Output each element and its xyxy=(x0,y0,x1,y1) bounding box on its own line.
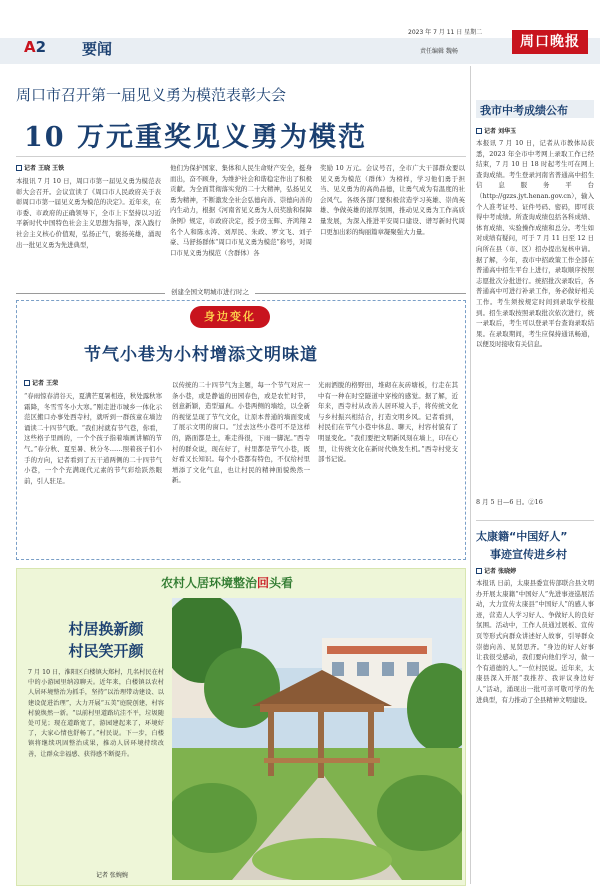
byline-mark-icon xyxy=(476,568,482,574)
editors-line: 责任编辑 魏畅 xyxy=(420,48,458,55)
feature-byline: 记者 王荣 xyxy=(24,378,58,387)
feature-column-3: 光雨洒脱的格野田，堆砌在灰砖塘板，行走在其中有一种在时空隧道中穿梭的感觉。据了解，近年来，西寺村从改善人居环境入手，将传统文化与乡村振兴相结合，打造文明乡风。记者看到，村民们在节气小巷中休息、聊天，村容村貌有了明显变化。“我们要把文明新风刻在墙上，印在心里，让传统文化在新时代焕发生机。”西寺村党支部书记说。 xyxy=(318,381,458,464)
lead-column-1: 本报讯 7 月 10 日，周口市第一届见义勇为模范表彰大会召开。会议宣读了《周口市人民政府关于表彰周口市第一届见义勇为模范的决定》。近年来，在市委、市政府的正确领导下，全市上下坚持以习近平新时代中国特色社会主义思想为指导，深入践行社会主义核心价值观，弘扬正气，褒扬英雄，涌现出一批见义勇为先进典型， xyxy=(16,177,161,249)
good-people-body: 本报讯 日前，太康县委宣传部联合县文明办开展太康籍“中国好人”先进事迹巡展活动，大力宣传太康县“中国好人”的感人事迹，营造人人学习好人、争做好人的良好氛围。活动中，工作人员通过展板、宣传页等形式向群众讲述好人故事，引导群众崇德向善、见贤思齐。“身边的好人好事让我很受感动，我们要向他们学习，做一个有道德的人。”一位村民说。近年来，太康县深入开展“我推荐、我评议身边好人”活动，涌现出一批可亲可敬可学的先进典型，有力推动了全县精神文明建设。 xyxy=(476,579,594,704)
page-number: A2 xyxy=(24,38,47,56)
lead-byline: 记者 王晓 王铁 xyxy=(16,163,64,172)
exam-dates: 8 月 5 日—6 日。②16 xyxy=(476,498,543,506)
rural-feature-header: 农村人居环境整治回头看 xyxy=(160,576,294,590)
lead-kicker: 周口市召开第一届见义勇为模范表彰大会 xyxy=(16,86,287,104)
feature-caption: 创建全国文明城市进行时之 xyxy=(165,287,255,296)
byline-mark-icon xyxy=(16,165,22,171)
rural-headline: 村居换新颜 村民笑开颜 xyxy=(68,620,144,660)
rural-column-1: 7 月 10 日，淮阳区白楼镇大郑村，几名村民在村中的小游园里纳凉聊天。近年来，白楼镇以农村人居环境整治为抓手，坚持“以治理带动建设、以建设促进治理”，大力开展“五美”庭院创建，村容村貌焕然一新。“以前村里道路坑洼不平，垃圾随处可见；现在道路宽了，游园建起来了，环境好了，大家心情也舒畅了。”村民说。下一步，白楼镇将继续巩固整治成果，推动人居环境持续改善，让群众幸福感、获得感不断提升。 xyxy=(28,669,164,758)
exam-title: 我市中考成绩公布 xyxy=(480,104,568,117)
lead-column-2: 他们为保护国家、集体和人民生命财产安全，挺身而出，奋不顾身，为维护社会和谐稳定作出了积极贡献。为全面贯彻落实党的二十大精神，弘扬见义勇为精神，不断激发全社会弘德向善、崇德向善的内生动力，根据《河南省见义勇为人员奖励和保障条例》规定，市政府决定，授予房玉辉、齐鸿翔 2 名个人和陈永涛、刘厚民、朱政、罗文飞、刘子豪、马舒扬群体“周口市见义勇为模范”称号，对周口市见义勇为模范（含群体）各 xyxy=(170,164,312,257)
lead-headline: 10 万元重奖见义勇为模范 xyxy=(24,122,367,153)
feature-headline: 节气小巷为小村增添文明味道 xyxy=(84,345,318,365)
exam-body: 本报讯 7 月 10 日，记者从市教体局获悉，2023 年全市中考网上录取工作已经结束，7 月 10 日 18 时起考生可在网上查询成绩。考生登录河南省普通高中招生信息服务平台（http://gzzs.jyt.henan.gov.cn），输入个人准考证号、证件号码、密码，即可获得中考成绩。所查询成绩包括各科成绩、体育成绩、实验操作成绩和总分。考生如对成绩有疑问，可于 7 月 11 日至 12 日向所在县（市、区）招办提出复核申请。据了解，今年，我市中招政策工作全部在普通高中招生平台上进行，录取顺序按照志愿批次分批进行。统招批次录取后，各普通高中可进行补录工作，务必做好相关工作。考生须按规定时间到录取学校报到。招生录取按照录取批次依次进行，统一录取后，考生可以登录平台查询录取结果。在录取期间，考生应保持通讯畅通，以便及时接收有关信息。 xyxy=(476,139,594,349)
newspaper-logo: 周口晚报 xyxy=(512,30,588,54)
good-people-title-1: 太康籍“中国好人” xyxy=(476,530,568,543)
feature-badge: 身边变化 xyxy=(190,306,270,328)
date-line: 2023 年 7 月 11 日 星期二 xyxy=(408,29,483,36)
column-divider xyxy=(470,66,471,884)
feature-column-1: “春雨惊春清谷天，夏满芒夏暑相连，秋处露秋寒霜降，冬雪雪冬小大寒。”刚走进市城乡一体化示范区搬口办事处西寺村，就听到一群孩童在墙边诵读二十四节气歌。“我们村就有节气巷，你看，这些格子里画的，一个个孩子指着墙画讲解的节气。”春分秋、夏至暑、秋分冬……照着孩子们小手的方向，记者看到了五干道两侧的二十四节气小巷，一个个充满现代元素的节气彩绘跃然眼前，引人驻足。 xyxy=(24,392,162,485)
exam-byline: 记者 刘华玉 xyxy=(476,126,516,135)
byline-mark-icon xyxy=(476,128,482,134)
byline-mark-icon xyxy=(24,380,30,386)
good-people-byline: 记者 张晓婷 xyxy=(476,566,516,575)
section-name: 要闻 xyxy=(82,40,113,58)
lead-column-3: 奖励 10 万元。会议号召，全市广大干部群众要以见义勇为模范（群体）为榜样，学习他们勇于担当、见义勇为的高尚品德，让勇气成为有温度的社会风气。各级各部门要积极营造学习英雄、崇尚英雄、争做英雄的浓厚氛围，推动见义勇为工作高质量发展，为深入推进平安周口建设、谱写新时代周口更加出彩的绚丽篇章凝聚强大力量。 xyxy=(320,164,465,236)
feature-column-2: 以传统的二十四节气为主题，每一个节气对应一条小巷，或是静谧的田园春色，或是农忙时节，创意新颖，造型逼真。小巷两侧的墙绘，以全新的视觉呈现了节气文化，让原本普通的墙面变成了展示文明的窗口。“过去这些小巷可不是这样的，路面都是土，难走得很，下雨一脚泥。”西寺村的群众说，现在好了，村里都是节气小巷，既好看又长知识。每个小巷都有特色，不仅给村里增添了文化气息，也让村民的精神面貌焕然一新。 xyxy=(172,381,310,485)
good-people-title-2: 事迹宣传进乡村 xyxy=(490,548,567,561)
lead-rule xyxy=(16,156,466,157)
pavilion-park-photo xyxy=(172,598,462,880)
rural-byline: 记者 张婉婉 xyxy=(96,872,128,879)
sidebar-rule xyxy=(476,520,594,521)
